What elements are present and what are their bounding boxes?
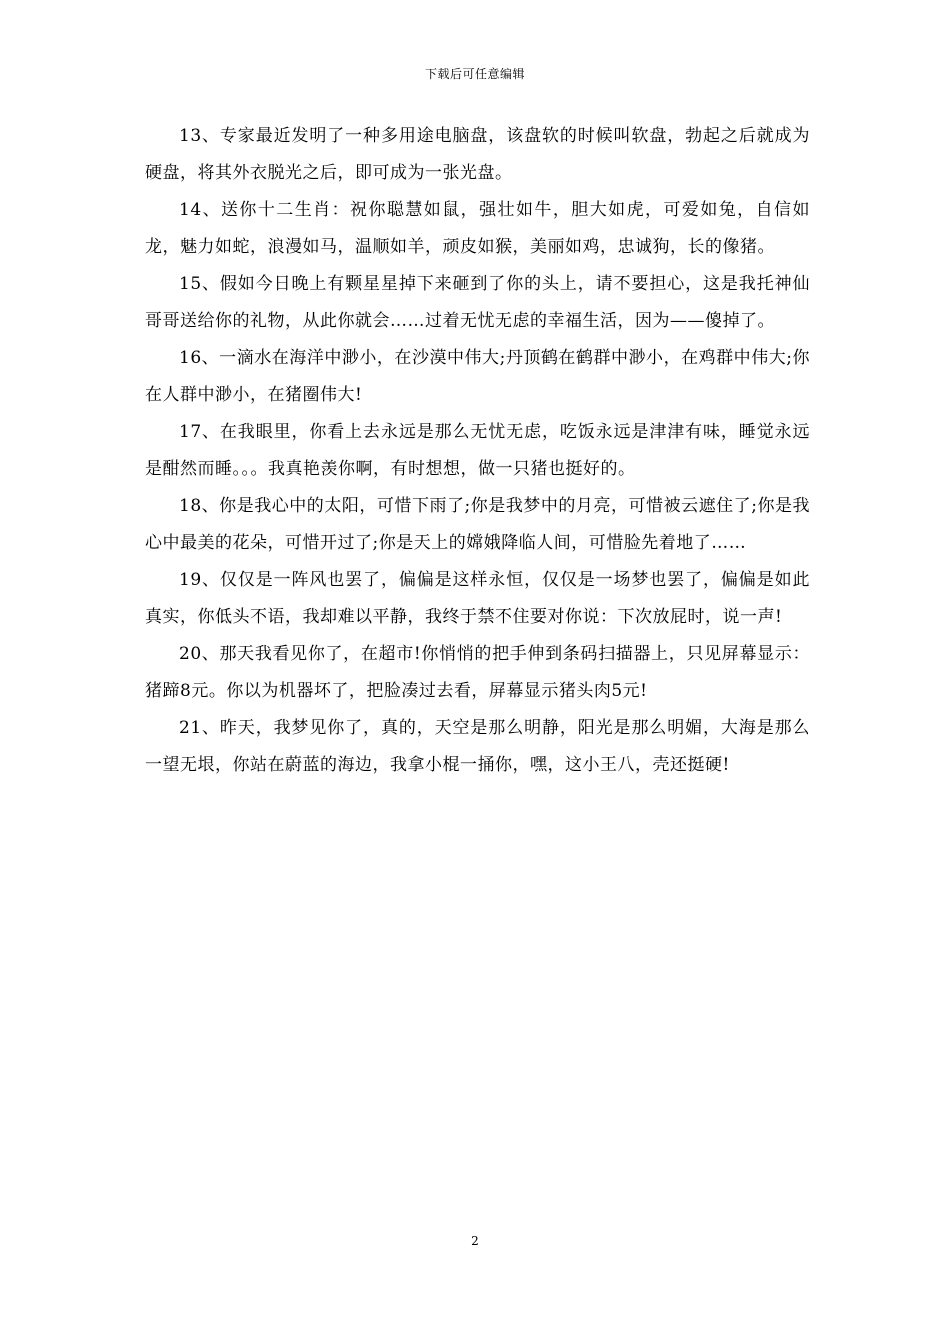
paragraph-13: 13、专家最近发明了一种多用途电脑盘，该盘软的时候叫软盘，勃起之后就成为硬盘，将其外衣脱光之后，即可成为一张光盘。 [145, 126, 810, 183]
paragraph-21: 21、昨天，我梦见你了，真的，天空是那么明静，阳光是那么明媚，大海是那么一望无垠，你站在蔚蓝的海边，我拿小棍一捅你，嘿，这小王八，壳还挺硬! [145, 718, 810, 775]
paragraph-20: 20、那天我看见你了，在超市!你悄悄的把手伸到条码扫描器上，只见屏幕显示：猪蹄8元。你以为机器坏了，把脸凑过去看，屏幕显示猪头肉5元! [145, 644, 810, 701]
paragraph-14: 14、送你十二生肖：祝你聪慧如鼠，强壮如牛，胆大如虎，可爱如兔，自信如龙，魅力如蛇，浪漫如马，温顺如羊，顽皮如猴，美丽如鸡，忠诚狗，长的像猪。 [145, 200, 810, 257]
paragraph-15: 15、假如今日晚上有颗星星掉下来砸到了你的头上，请不要担心，这是我托神仙哥哥送给你的礼物，从此你就会……过着无忧无虑的幸福生活，因为——傻掉了。 [145, 274, 810, 331]
paragraph-19: 19、仅仅是一阵风也罢了，偏偏是这样永恒，仅仅是一场梦也罢了，偏偏是如此真实，你低头不语，我却难以平静，我终于禁不住要对你说：下次放屁时，说一声! [145, 570, 810, 627]
paragraph-16: 16、一滴水在海洋中渺小，在沙漠中伟大;丹顶鹤在鹤群中渺小，在鸡群中伟大;你在人群中渺小，在猪圈伟大! [145, 348, 810, 405]
page-header: 下载后可任意编辑 [424, 67, 525, 81]
paragraph-18: 18、你是我心中的太阳，可惜下雨了;你是我梦中的月亮，可惜被云遮住了;你是我心中最美的花朵，可惜开过了;你是天上的嫦娥降临人间，可惜脸先着地了…… [145, 496, 810, 553]
page-number: 2 [471, 1234, 479, 1248]
paragraph-17: 17、在我眼里，你看上去永远是那么无忧无虑，吃饭永远是津津有味，睡觉永远是酣然而睡。。。我真艳羡你啊，有时想想，做一只猪也挺好的。 [145, 422, 810, 479]
document-body [145, 118, 810, 784]
